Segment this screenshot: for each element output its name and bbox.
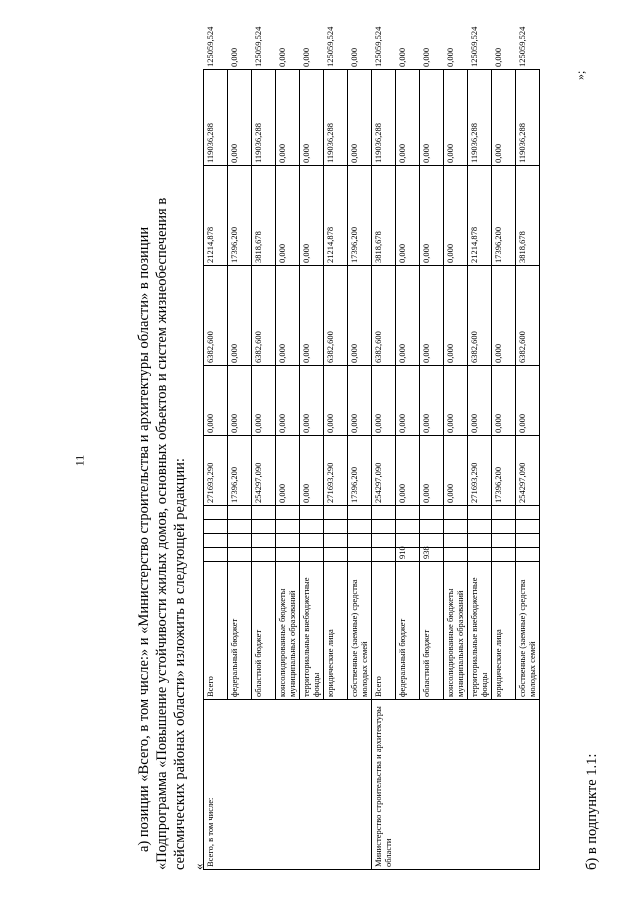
value-cell: 6382,600: [516, 266, 540, 366]
value-cell: 0,000: [300, 70, 324, 166]
row-label: собственные (заемные) средства молодых семей: [516, 562, 540, 700]
amendment-intro: [135, 60, 189, 870]
value-cell: 0,000: [396, 266, 420, 366]
code-cell: [420, 520, 444, 534]
code-cell: [348, 534, 372, 548]
value-cell: 3818,678: [516, 166, 540, 266]
value-cell: 17396,200: [492, 436, 516, 506]
row-label: консолидированные бюджеты муниципальных образований: [444, 562, 468, 700]
row-label: территориальные внебюджетные фонды: [300, 562, 324, 700]
value-cell: 119036,288: [252, 70, 276, 166]
value-cell: 0,000: [276, 366, 300, 436]
value-cell: 0,000: [444, 366, 468, 436]
value-cell: 0,000: [276, 266, 300, 366]
table-row: территориальные внебюджетные фонды 0,000 0,000 0,000 0,000 0,000 0,000: [300, 70, 324, 870]
code-cell: [468, 548, 492, 562]
code-cell: [516, 506, 540, 520]
value-cell: 0,000: [228, 366, 252, 436]
code-cell: [228, 548, 252, 562]
code-cell: [324, 534, 348, 548]
table-row: территориальные внебюджетные фонды 271693,290 0,000 6382,600 21214,878 119036,288 125059,524: [468, 70, 492, 870]
value-cell: 21214,878: [204, 166, 228, 266]
value-cell: 0,000: [444, 436, 468, 506]
code-cell: [276, 520, 300, 534]
opening-quote: «: [191, 863, 206, 870]
value-cell: 0,000: [348, 70, 372, 166]
code-cell: [444, 520, 468, 534]
value-cell: 271693,290: [324, 436, 348, 506]
value-cell: 0,000: [492, 366, 516, 436]
value-cell: 0,000: [396, 166, 420, 266]
value-cell: 0,000: [444, 70, 468, 166]
code-cell: [444, 534, 468, 548]
code-cell: [372, 534, 396, 548]
code-cell: [396, 506, 420, 520]
value-cell: 0,000: [420, 366, 444, 436]
table-row: консолидированные бюджеты муниципальных образований 0,000 0,000 0,000 0,000 0,000 0,000: [276, 70, 300, 870]
value-cell: 17396,200: [492, 166, 516, 266]
code-cell: [468, 506, 492, 520]
value-cell: 271693,290: [204, 436, 228, 506]
value-cell: 0,000: [492, 70, 516, 166]
row-label: консолидированные бюджеты муниципальных образований: [276, 562, 300, 700]
value-cell: 0,000: [372, 366, 396, 436]
value-cell: 6382,600: [252, 266, 276, 366]
code-cell: [204, 520, 228, 534]
group-ministry-name: Министерство строительства и архитектуры области: [372, 700, 540, 870]
code-cell: [348, 548, 372, 562]
code-cell: [372, 520, 396, 534]
value-cell: 0,000: [516, 366, 540, 436]
code-cell: [516, 520, 540, 534]
code-cell: [276, 548, 300, 562]
value-cell: 0,000: [276, 166, 300, 266]
code-cell: [228, 520, 252, 534]
table-row: федеральный бюджет 910 0,000 0,000 0,000 0,000 0,000 0,000: [396, 70, 420, 870]
subpoint-b: б) в подпункте 1.1:: [584, 753, 600, 870]
value-cell: 0,000: [228, 70, 252, 166]
group-total-name: Всего, в том числе:: [204, 700, 372, 870]
row-label: федеральный бюджет: [396, 562, 420, 700]
value-cell: 0,000: [420, 70, 444, 166]
value-cell: 119036,288: [516, 70, 540, 166]
value-cell: 17396,200: [228, 166, 252, 266]
value-cell: 271693,290: [468, 436, 492, 506]
value-cell: 0,000: [420, 166, 444, 266]
code-cell: 910: [396, 548, 420, 562]
intro-line-1: а) позиции «Всего, в том числе:» и «Министерство строительства и архитектуры области» в позиции: [136, 226, 152, 852]
table-row: собственные (заемные) средства молодых семей 254297,090 0,000 6382,600 3818,678 119036,288 125059,524: [516, 70, 540, 870]
value-cell: 0,000: [348, 366, 372, 436]
value-cell: 0,000: [468, 366, 492, 436]
code-cell: [492, 534, 516, 548]
value-cell: 0,000: [276, 70, 300, 166]
value-cell: 0,000: [300, 366, 324, 436]
code-cell: [348, 520, 372, 534]
row-label: территориальные внебюджетные фонды: [468, 562, 492, 700]
code-cell: [468, 520, 492, 534]
code-cell: [276, 506, 300, 520]
code-cell: [300, 520, 324, 534]
row-label: Всего: [372, 562, 396, 700]
value-cell: 0,000: [396, 366, 420, 436]
code-cell: [252, 534, 276, 548]
intro-line-3: сейсмических районах области» изложить в следующей редакции:: [172, 458, 188, 870]
code-cell: [372, 548, 396, 562]
value-cell: 0,000: [300, 166, 324, 266]
code-cell: [444, 506, 468, 520]
value-cell: 254297,090: [252, 436, 276, 506]
value-cell: 0,000: [444, 266, 468, 366]
row-label: собственные (заемные) средства молодых семей: [348, 562, 372, 700]
code-cell: [372, 506, 396, 520]
code-cell: [444, 548, 468, 562]
value-cell: 254297,090: [372, 436, 396, 506]
code-cell: 938: [420, 548, 444, 562]
row-label: Всего: [204, 562, 228, 700]
value-cell: 3818,678: [372, 166, 396, 266]
value-cell: 0,000: [492, 266, 516, 366]
row-label: областной бюджет: [420, 562, 444, 700]
value-cell: 17396,200: [348, 166, 372, 266]
value-cell: 0,000: [204, 366, 228, 436]
table-row: областной бюджет 938 0,000 0,000 0,000 0,000 0,000 0,000: [420, 70, 444, 870]
value-cell: 0,000: [300, 266, 324, 366]
code-cell: [204, 548, 228, 562]
value-cell: 6382,600: [372, 266, 396, 366]
value-cell: 119036,288: [468, 70, 492, 166]
value-cell: 119036,288: [372, 70, 396, 166]
value-cell: 0,000: [300, 436, 324, 506]
code-cell: [204, 534, 228, 548]
table-row: собственные (заемные) средства молодых семей 17396,200 0,000 0,000 17396,200 0,000 0,000: [348, 70, 372, 870]
table-row: федеральный бюджет 17396,200 0,000 0,000 17396,200 0,000 0,000: [228, 70, 252, 870]
value-cell: 17396,200: [228, 436, 252, 506]
code-cell: [300, 548, 324, 562]
value-cell: 254297,090: [516, 436, 540, 506]
code-cell: [396, 520, 420, 534]
code-cell: [492, 520, 516, 534]
rotated-page-content: [135, 26, 605, 870]
table-row: областной бюджет 254297,090 0,000 6382,600 3818,678 119036,288 125059,524: [252, 70, 276, 870]
row-label: юридические лица: [492, 562, 516, 700]
code-cell: [420, 506, 444, 520]
value-cell: 6382,600: [324, 266, 348, 366]
code-cell: [516, 548, 540, 562]
intro-line-2: «Подпрограмма «Повышение устойчивости жилых домов, основных объектов и систем жизнеобеспечения в: [154, 197, 170, 870]
value-cell: 0,000: [324, 366, 348, 436]
code-cell: [300, 506, 324, 520]
code-cell: [252, 506, 276, 520]
value-cell: 0,000: [228, 266, 252, 366]
value-cell: 119036,288: [204, 70, 228, 166]
code-cell: [492, 548, 516, 562]
closing-quote: »;: [573, 70, 587, 80]
row-label: юридические лица: [324, 562, 348, 700]
code-cell: [468, 534, 492, 548]
value-cell: 6382,600: [468, 266, 492, 366]
value-cell: 0,000: [420, 436, 444, 506]
code-cell: [300, 534, 324, 548]
code-cell: [228, 534, 252, 548]
value-cell: 21214,878: [468, 166, 492, 266]
value-cell: 0,000: [396, 70, 420, 166]
table-row: Министерство строительства и архитектуры области Всего 254297,090 0,000 6382,600 3818,678 119036,288 125059,524: [372, 70, 396, 870]
value-cell: 0,000: [348, 266, 372, 366]
code-cell: [324, 548, 348, 562]
code-cell: [228, 506, 252, 520]
table-row: юридические лица 17396,200 0,000 0,000 17396,200 0,000 0,000: [492, 70, 516, 870]
page-number: 11: [72, 454, 87, 467]
value-cell: 0,000: [252, 366, 276, 436]
value-cell: 0,000: [396, 436, 420, 506]
value-cell: 0,000: [420, 266, 444, 366]
funding-table: [203, 26, 540, 870]
code-cell: [252, 548, 276, 562]
table-row: юридические лица 271693,290 0,000 6382,600 21214,878 119036,288 125059,524: [324, 70, 348, 870]
value-cell: 21214,878: [324, 166, 348, 266]
value-cell: 3818,678: [252, 166, 276, 266]
table-row: консолидированные бюджеты муниципальных образований 0,000 0,000 0,000 0,000 0,000 0,000: [444, 70, 468, 870]
value-cell: 0,000: [444, 166, 468, 266]
row-label: областной бюджет: [252, 562, 276, 700]
code-cell: [348, 506, 372, 520]
code-cell: [324, 506, 348, 520]
value-cell: 0,000: [276, 436, 300, 506]
value-cell: 17396,200: [348, 436, 372, 506]
table-row: Всего, в том числе: Всего 271693,290 0,000 6382,600 21214,878 119036,288 125059,524: [204, 70, 228, 870]
value-cell: 6382,600: [204, 266, 228, 366]
row-label: федеральный бюджет: [228, 562, 252, 700]
code-cell: [492, 506, 516, 520]
code-cell: [516, 534, 540, 548]
value-cell: 119036,288: [324, 70, 348, 166]
code-cell: [324, 520, 348, 534]
code-cell: [276, 534, 300, 548]
code-cell: [204, 506, 228, 520]
code-cell: [252, 520, 276, 534]
